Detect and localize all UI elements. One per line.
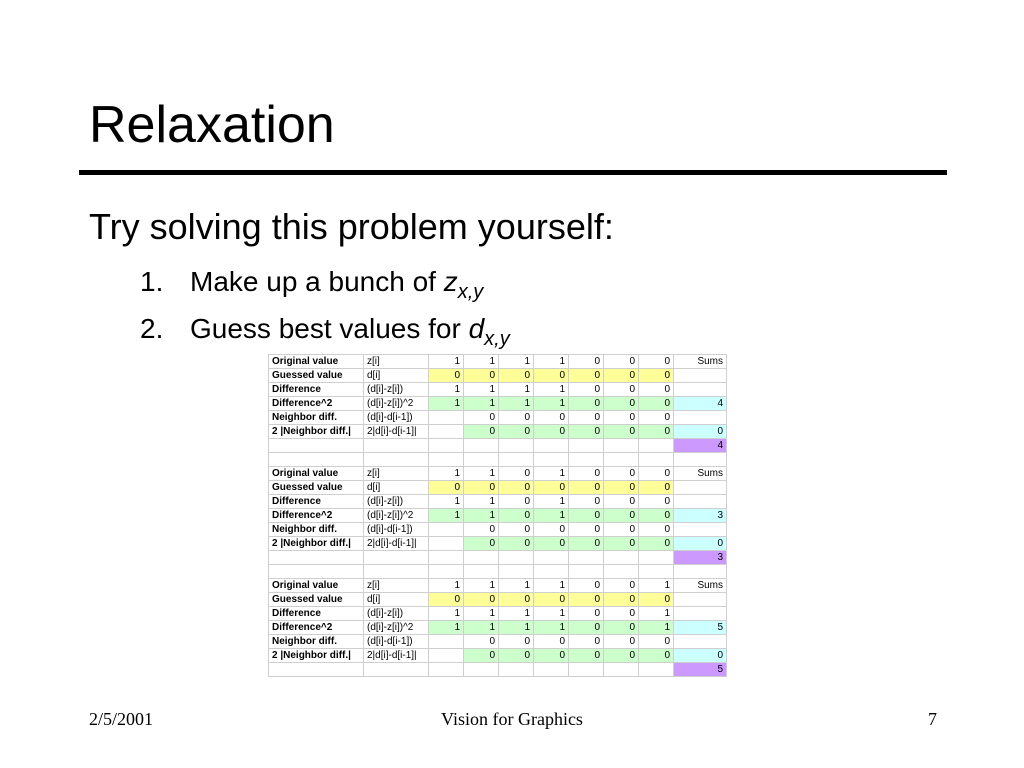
total-sum-cell: 4 [674, 439, 727, 453]
table-row [269, 649, 727, 663]
lead-text: Try solving this problem yourself: [89, 206, 614, 247]
value-cell: 0 [639, 411, 674, 425]
value-cell: 1 [464, 355, 499, 369]
row-label: Difference [269, 607, 364, 621]
value-cell: 1 [429, 579, 464, 593]
row-formula: z[i] [364, 579, 429, 593]
value-cell: 1 [534, 495, 569, 509]
value-cell [569, 439, 604, 453]
value-cell: 0 [534, 411, 569, 425]
value-cell [569, 551, 604, 565]
value-cell: 1 [499, 607, 534, 621]
value-cell: 0 [604, 649, 639, 663]
value-cell: 0 [569, 537, 604, 551]
value-cell: 0 [464, 369, 499, 383]
table-row [269, 607, 727, 621]
value-cell: 1 [429, 383, 464, 397]
row-label: Guessed value [269, 369, 364, 383]
row-label: Guessed value [269, 593, 364, 607]
value-cell: 0 [499, 411, 534, 425]
value-cell: 1 [464, 509, 499, 523]
row-formula [364, 565, 429, 579]
value-cell: 0 [569, 607, 604, 621]
table-row [269, 537, 727, 551]
value-cell: 0 [639, 509, 674, 523]
value-cell [604, 663, 639, 677]
value-cell: 1 [464, 397, 499, 411]
value-cell: 0 [604, 383, 639, 397]
slide-title: Relaxation [89, 96, 335, 154]
value-cell [499, 565, 534, 579]
table-row-total [269, 551, 727, 565]
value-cell: 0 [604, 593, 639, 607]
value-cell: 1 [429, 495, 464, 509]
value-cell: 0 [604, 369, 639, 383]
value-cell: 0 [499, 593, 534, 607]
value-cell: 0 [464, 481, 499, 495]
row-formula: (d[i]-z[i])^2 [364, 509, 429, 523]
sum-cell [674, 593, 727, 607]
value-cell: 1 [499, 355, 534, 369]
value-cell: 0 [499, 537, 534, 551]
row-label: Difference [269, 495, 364, 509]
value-cell [464, 453, 499, 467]
value-cell: 1 [464, 579, 499, 593]
value-cell: 0 [464, 649, 499, 663]
value-cell: 1 [534, 509, 569, 523]
sum-neighbor-cell: 0 [674, 425, 727, 439]
value-cell: 0 [569, 425, 604, 439]
value-cell [464, 565, 499, 579]
value-cell: 0 [534, 369, 569, 383]
value-cell: 0 [499, 481, 534, 495]
row-formula [364, 439, 429, 453]
value-cell: 0 [464, 411, 499, 425]
row-label [269, 439, 364, 453]
row-label: Original value [269, 467, 364, 481]
value-cell: 1 [534, 607, 569, 621]
value-cell: 1 [429, 607, 464, 621]
sum-cell [674, 369, 727, 383]
table-row [269, 635, 727, 649]
footer-page-number: 7 [928, 709, 937, 729]
value-cell [429, 453, 464, 467]
sum-cell [674, 495, 727, 509]
sums-header: Sums [674, 467, 727, 481]
row-formula: 2|d[i]-d[i-1]| [364, 425, 429, 439]
value-cell [534, 551, 569, 565]
value-cell: 1 [464, 607, 499, 621]
footer-date: 2/5/2001 [89, 709, 154, 729]
value-cell [429, 551, 464, 565]
value-cell [639, 439, 674, 453]
row-formula: (d[i]-z[i]) [364, 607, 429, 621]
value-cell: 0 [604, 397, 639, 411]
value-cell: 1 [429, 621, 464, 635]
sum-cell [674, 635, 727, 649]
row-label [269, 663, 364, 677]
value-cell [534, 663, 569, 677]
value-cell: 0 [569, 509, 604, 523]
step-subscript: x,y [484, 328, 510, 350]
value-cell: 1 [429, 355, 464, 369]
value-cell [429, 439, 464, 453]
value-cell: 0 [639, 649, 674, 663]
value-cell: 0 [639, 383, 674, 397]
value-cell [604, 453, 639, 467]
value-cell: 0 [534, 635, 569, 649]
value-cell: 0 [604, 495, 639, 509]
row-formula: (d[i]-d[i-1]) [364, 523, 429, 537]
value-cell: 0 [569, 649, 604, 663]
row-label [269, 453, 364, 467]
value-cell: 0 [534, 481, 569, 495]
value-cell: 1 [429, 397, 464, 411]
value-cell: 0 [499, 467, 534, 481]
value-cell: 0 [569, 369, 604, 383]
value-cell [534, 453, 569, 467]
sum-squared-cell: 3 [674, 509, 727, 523]
value-cell [639, 453, 674, 467]
row-formula: (d[i]-z[i])^2 [364, 621, 429, 635]
value-cell: 1 [464, 383, 499, 397]
footer-course: Vision for Graphics [441, 709, 583, 729]
table-row [269, 495, 727, 509]
table-row [269, 579, 727, 593]
value-cell: 0 [604, 537, 639, 551]
row-label: Neighbor diff. [269, 411, 364, 425]
value-cell [639, 551, 674, 565]
table-row [269, 355, 727, 369]
value-cell: 0 [569, 495, 604, 509]
value-cell [429, 649, 464, 663]
row-label: Guessed value [269, 481, 364, 495]
row-formula: d[i] [364, 593, 429, 607]
row-formula: (d[i]-z[i])^2 [364, 397, 429, 411]
sum-neighbor-cell: 0 [674, 649, 727, 663]
step-number: 1. [140, 266, 164, 297]
value-cell: 0 [569, 411, 604, 425]
row-label: Difference [269, 383, 364, 397]
value-cell: 0 [429, 593, 464, 607]
value-cell: 0 [499, 635, 534, 649]
value-cell: 0 [604, 481, 639, 495]
value-cell: 0 [639, 593, 674, 607]
value-cell: 0 [429, 369, 464, 383]
table-row [269, 369, 727, 383]
row-formula: (d[i]-z[i]) [364, 495, 429, 509]
value-cell: 1 [534, 355, 569, 369]
row-formula: d[i] [364, 481, 429, 495]
table-row [269, 467, 727, 481]
value-cell [499, 663, 534, 677]
value-cell [464, 551, 499, 565]
value-cell: 0 [569, 355, 604, 369]
step-variable: d [468, 313, 485, 344]
value-cell: 0 [604, 607, 639, 621]
value-cell: 0 [464, 593, 499, 607]
value-cell: 0 [499, 425, 534, 439]
total-sum-cell: 5 [674, 663, 727, 677]
value-cell [429, 523, 464, 537]
step-1 [140, 265, 483, 309]
value-cell: 0 [569, 621, 604, 635]
row-formula: (d[i]-d[i-1]) [364, 411, 429, 425]
row-formula: (d[i]-z[i]) [364, 383, 429, 397]
table-row-spacer [269, 453, 727, 467]
value-cell: 0 [569, 593, 604, 607]
value-cell: 0 [639, 523, 674, 537]
row-formula [364, 663, 429, 677]
value-cell [429, 425, 464, 439]
value-cell: 0 [499, 523, 534, 537]
row-formula [364, 453, 429, 467]
row-label: Neighbor diff. [269, 635, 364, 649]
value-cell: 1 [464, 621, 499, 635]
row-label: Original value [269, 579, 364, 593]
row-label: 2 |Neighbor diff.| [269, 425, 364, 439]
value-cell [569, 453, 604, 467]
sum-cell [674, 481, 727, 495]
value-cell: 0 [604, 579, 639, 593]
value-cell: 0 [464, 537, 499, 551]
row-label [269, 565, 364, 579]
value-cell [639, 565, 674, 579]
value-cell [604, 565, 639, 579]
row-label: Difference^2 [269, 509, 364, 523]
value-cell: 0 [639, 481, 674, 495]
value-cell: 0 [604, 621, 639, 635]
spreadsheet-table [268, 354, 727, 677]
value-cell: 1 [639, 607, 674, 621]
value-cell [499, 439, 534, 453]
value-cell: 0 [499, 509, 534, 523]
table-row [269, 523, 727, 537]
value-cell: 1 [499, 579, 534, 593]
value-cell: 0 [569, 383, 604, 397]
sum-cell [674, 383, 727, 397]
value-cell: 0 [534, 425, 569, 439]
value-cell: 1 [534, 621, 569, 635]
value-cell: 1 [534, 579, 569, 593]
value-cell: 1 [534, 397, 569, 411]
row-label [269, 551, 364, 565]
value-cell [429, 537, 464, 551]
sum-cell [674, 453, 727, 467]
value-cell: 0 [569, 523, 604, 537]
sum-squared-cell: 4 [674, 397, 727, 411]
step-subscript: x,y [457, 281, 484, 303]
sum-squared-cell: 5 [674, 621, 727, 635]
value-cell: 0 [464, 425, 499, 439]
value-cell: 0 [464, 523, 499, 537]
value-cell: 0 [639, 369, 674, 383]
row-label: Difference^2 [269, 621, 364, 635]
table-row [269, 593, 727, 607]
value-cell [429, 565, 464, 579]
value-cell: 0 [639, 495, 674, 509]
table-row [269, 383, 727, 397]
sum-neighbor-cell: 0 [674, 537, 727, 551]
value-cell [534, 439, 569, 453]
value-cell: 0 [499, 495, 534, 509]
value-cell: 0 [534, 649, 569, 663]
value-cell: 1 [429, 467, 464, 481]
table-row [269, 425, 727, 439]
step-number: 2. [140, 313, 164, 344]
value-cell [464, 439, 499, 453]
value-cell [639, 663, 674, 677]
value-cell: 0 [604, 425, 639, 439]
value-cell: 0 [569, 467, 604, 481]
sum-cell [674, 523, 727, 537]
table-row [269, 621, 727, 635]
table-row [269, 481, 727, 495]
value-cell: 1 [499, 383, 534, 397]
sum-cell [674, 411, 727, 425]
step-2 [140, 312, 510, 356]
value-cell: 1 [639, 579, 674, 593]
row-formula [364, 551, 429, 565]
value-cell: 0 [569, 635, 604, 649]
step-text: Guess best values for [190, 313, 469, 344]
row-label: 2 |Neighbor diff.| [269, 649, 364, 663]
sum-cell [674, 607, 727, 621]
value-cell: 0 [534, 523, 569, 537]
table-row [269, 397, 727, 411]
value-cell: 0 [534, 593, 569, 607]
value-cell: 0 [639, 425, 674, 439]
value-cell: 0 [429, 481, 464, 495]
value-cell: 1 [464, 495, 499, 509]
value-cell: 0 [499, 369, 534, 383]
value-cell: 0 [639, 467, 674, 481]
table-row [269, 509, 727, 523]
sums-header: Sums [674, 355, 727, 369]
value-cell: 0 [499, 649, 534, 663]
value-cell: 0 [604, 411, 639, 425]
value-cell [569, 565, 604, 579]
row-formula: z[i] [364, 355, 429, 369]
total-sum-cell: 3 [674, 551, 727, 565]
value-cell [464, 663, 499, 677]
value-cell [499, 453, 534, 467]
row-formula: (d[i]-d[i-1]) [364, 635, 429, 649]
value-cell: 0 [639, 355, 674, 369]
value-cell: 0 [534, 537, 569, 551]
value-cell: 0 [604, 509, 639, 523]
sum-cell [674, 565, 727, 579]
value-cell: 0 [639, 537, 674, 551]
row-formula: z[i] [364, 467, 429, 481]
value-cell [429, 663, 464, 677]
value-cell: 0 [604, 523, 639, 537]
value-cell: 0 [569, 579, 604, 593]
table-row-total [269, 663, 727, 677]
value-cell: 1 [464, 467, 499, 481]
table-row-spacer [269, 565, 727, 579]
row-label: 2 |Neighbor diff.| [269, 537, 364, 551]
value-cell: 0 [604, 467, 639, 481]
value-cell: 1 [499, 397, 534, 411]
value-cell: 0 [639, 635, 674, 649]
table-row [269, 411, 727, 425]
title-divider [79, 170, 947, 175]
value-cell: 1 [639, 621, 674, 635]
value-cell: 0 [464, 635, 499, 649]
row-label: Neighbor diff. [269, 523, 364, 537]
table-row-total [269, 439, 727, 453]
row-label: Original value [269, 355, 364, 369]
value-cell: 1 [429, 509, 464, 523]
step-variable: z [443, 266, 458, 297]
value-cell: 0 [569, 397, 604, 411]
value-cell [429, 411, 464, 425]
step-text: Make up a bunch of [190, 266, 444, 297]
sums-header: Sums [674, 579, 727, 593]
value-cell: 1 [499, 621, 534, 635]
value-cell: 0 [604, 635, 639, 649]
value-cell: 0 [569, 481, 604, 495]
row-formula: d[i] [364, 369, 429, 383]
value-cell [499, 551, 534, 565]
value-cell [604, 439, 639, 453]
value-cell [534, 565, 569, 579]
row-formula: 2|d[i]-d[i-1]| [364, 537, 429, 551]
value-cell: 1 [534, 467, 569, 481]
value-cell: 0 [639, 397, 674, 411]
value-cell [569, 663, 604, 677]
value-cell: 1 [534, 383, 569, 397]
row-label: Difference^2 [269, 397, 364, 411]
row-formula: 2|d[i]-d[i-1]| [364, 649, 429, 663]
value-cell: 0 [604, 355, 639, 369]
value-cell [429, 635, 464, 649]
value-cell [604, 551, 639, 565]
